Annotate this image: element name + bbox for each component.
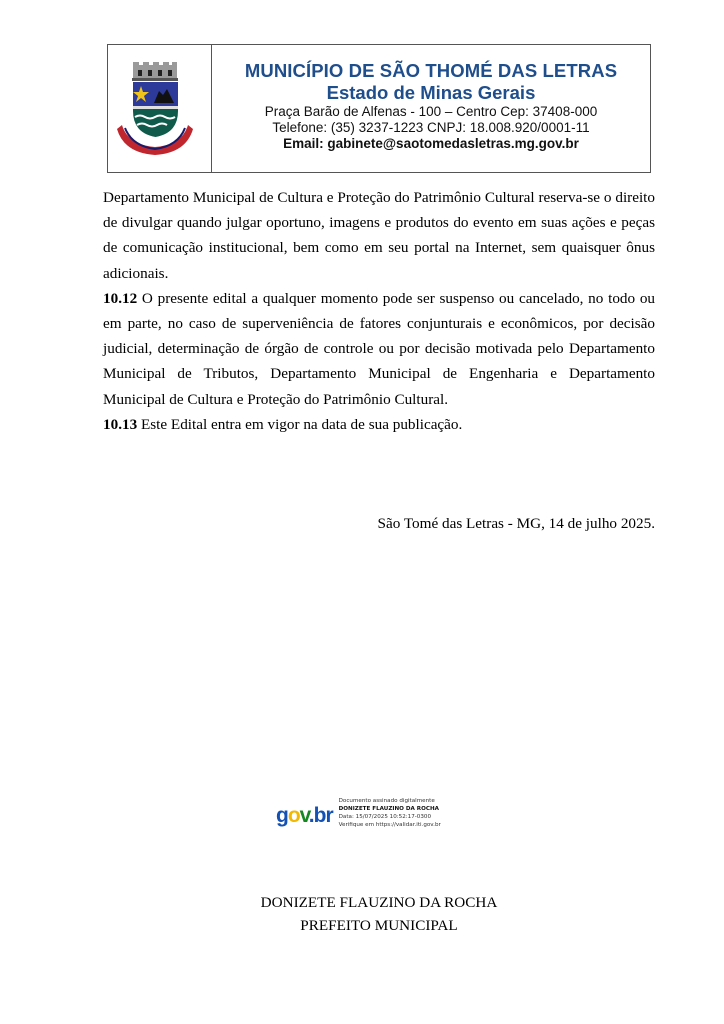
verify-link[interactable]: Verifique em https://validar.iti.gov.br	[338, 822, 441, 829]
signature-block	[0, 891, 724, 937]
paragraph-continuation: Departamento Municipal de Cultura e Proteção do Patrimônio Cultural reserva-se o direito de divulgar quando julgar oportuno, imagens e produtos do evento em suas ações e peças de comunicação institucional, bem como em seu portal na Internet, sem quaisquer ônus adicionais.	[103, 189, 655, 282]
clause-10-12	[103, 286, 655, 412]
coat-of-arms-cell	[108, 45, 212, 172]
govbr-logo-icon: gov.br	[276, 804, 333, 827]
coat-of-arms-icon	[108, 45, 211, 172]
digital-signature-stamp	[276, 793, 466, 833]
signature-heading: Documento assinado digitalmente	[338, 797, 435, 804]
address: Praça Barão de Alfenas - 100 – Centro Cep: 37408-000	[264, 104, 598, 119]
phone-cnpj: Telefone: (35) 3237-1223 CNPJ: 18.008.920/0001-11	[272, 120, 590, 135]
signatory-name: DONIZETE FLAUZINO DA ROCHA	[260, 894, 498, 911]
letterhead-text	[212, 45, 650, 172]
signature-info	[339, 797, 441, 830]
signatory-role: PREFEITO MUNICIPAL	[300, 917, 458, 934]
place-and-date: São Tomé das Letras - MG, 14 de julho 2025.	[377, 515, 655, 532]
municipality-title: MUNICÍPIO DE SÃO THOMÉ DAS LETRAS	[244, 60, 618, 81]
signature-date: Data: 15/07/2025 10:52:17-0300	[338, 814, 432, 820]
clause-text: Este Edital entra em vigor na data de sua publicação.	[140, 415, 463, 433]
document-body	[103, 185, 655, 437]
clause-number: 10.13	[103, 415, 138, 433]
clause-text: O presente edital a qualquer momento pode ser suspenso ou cancelado, no todo ou em parte, no caso de superveniência de fatores conjunturais e econômicos, por decisão judicial, determinação de órgão de controle ou por decisão motivada pelo Departamento Municipal de Tributos, Departamento Municipal de Engenharia e Departamento Municipal de Cultura e Proteção do Patrimônio Cultural.	[103, 289, 656, 408]
state-subtitle: Estado de Minas Gerais	[326, 82, 536, 103]
email: Email: gabinete@saotomedasletras.mg.gov.br	[283, 136, 579, 151]
clause-number: 10.12	[103, 289, 138, 307]
signer-name: DONIZETE FLAUZINO DA ROCHA	[338, 805, 439, 812]
letterhead	[107, 44, 651, 173]
clause-10-13	[103, 412, 655, 437]
